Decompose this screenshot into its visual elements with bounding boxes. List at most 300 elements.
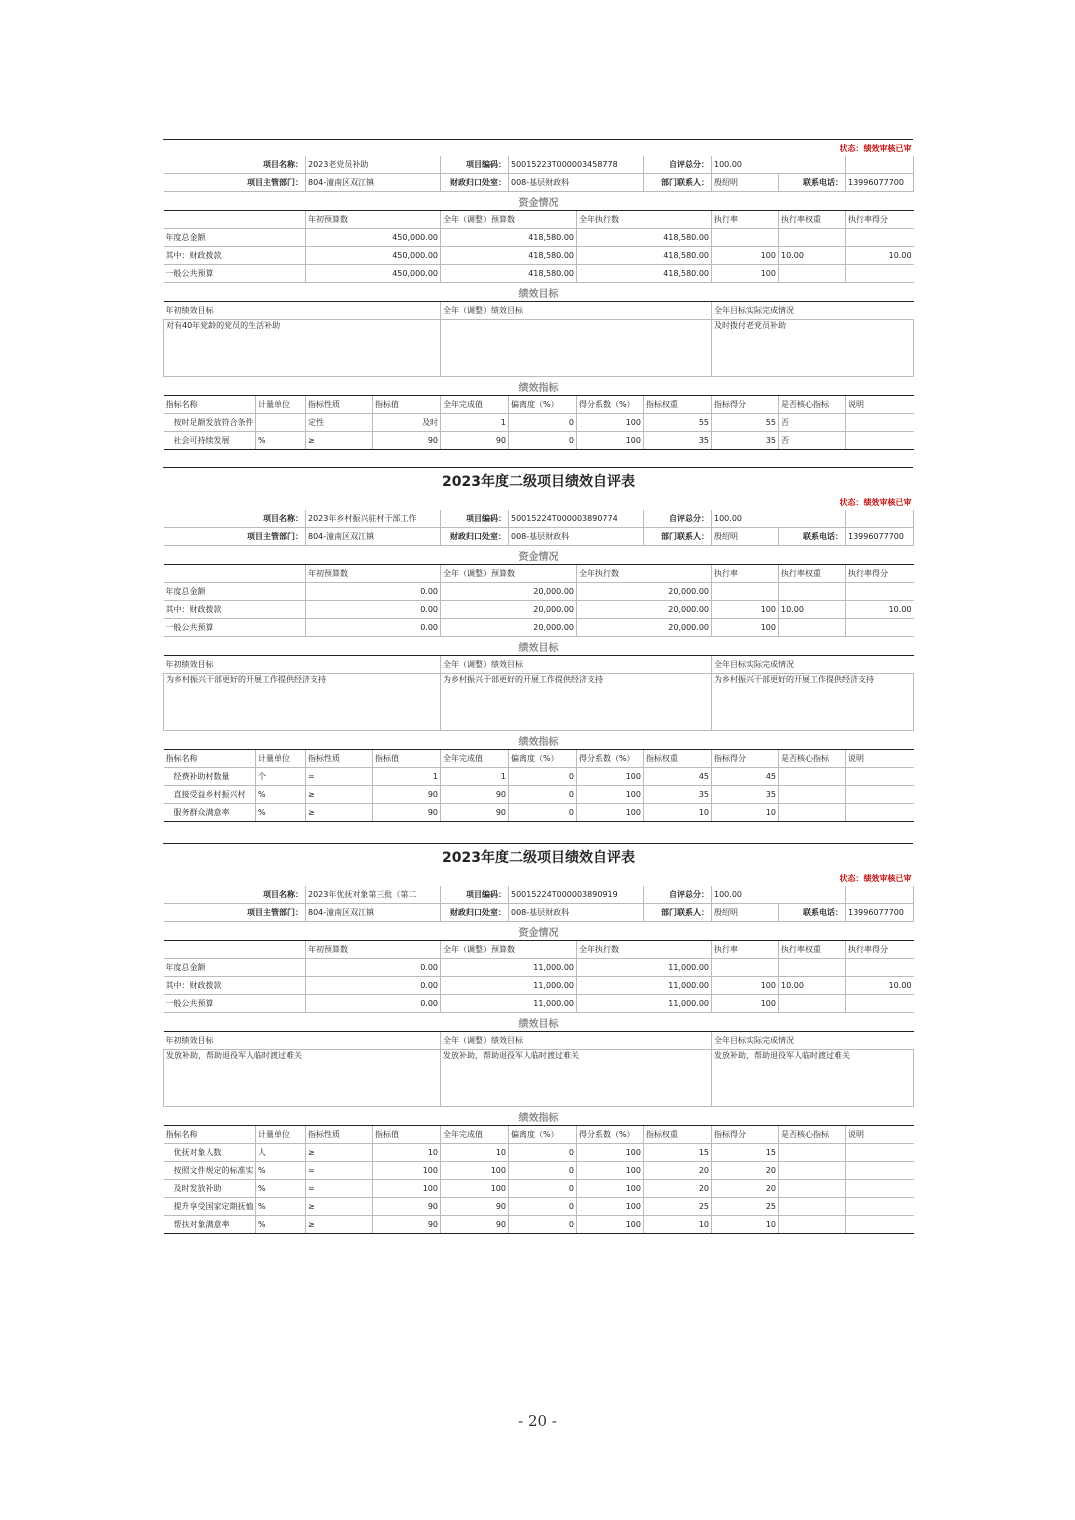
total-score: 100.00 — [712, 510, 846, 528]
page-number: - 20 - — [518, 1412, 557, 1430]
funds-row — [164, 601, 914, 619]
funds-header: 执行率得分 — [846, 211, 914, 229]
indicator-cell: 0 — [509, 786, 577, 804]
project-code-label: 项目编码： — [441, 510, 509, 528]
indicator-cell — [846, 786, 914, 804]
indicator-header: 指标性质 — [306, 1126, 373, 1144]
indicator-cell: 100 — [373, 1180, 441, 1198]
indicator-cell: 20 — [644, 1180, 712, 1198]
indicator-header: 全年完成值 — [441, 750, 509, 768]
funds-cell: 11,000.00 — [577, 959, 712, 977]
indicator-header: 计量单位 — [256, 1126, 306, 1144]
goal-header: 年初绩效目标 — [164, 302, 441, 320]
indicator-cell: 100 — [577, 804, 644, 822]
phone-number: 13996077700 — [846, 174, 914, 192]
indicator-header: 偏离度（%） — [509, 750, 577, 768]
indicator-cell: 提升享受国家定期抚恤 — [164, 1198, 256, 1216]
indicator-cell: = — [306, 1180, 373, 1198]
funds-header: 执行率 — [712, 565, 779, 583]
indicator-header: 指标性质 — [306, 750, 373, 768]
indicator-cell — [779, 1198, 846, 1216]
funds-cell: 20,000.00 — [441, 583, 577, 601]
department-label: 项目主管部门： — [164, 904, 306, 922]
total-score: 100.00 — [712, 156, 846, 174]
funds-cell: 0.00 — [306, 977, 441, 995]
goal-text: 为乡村振兴干部更好的开展工作提供经济支持 — [712, 674, 914, 731]
department: 804-潼南区双江镇 — [306, 904, 441, 922]
project-info-row — [164, 510, 914, 528]
indicator-cell: 45 — [712, 768, 779, 786]
indicator-cell: % — [256, 432, 306, 450]
indicator-cell — [846, 768, 914, 786]
evaluation-table — [163, 467, 913, 822]
contact-person: 殷绍明 — [712, 528, 779, 546]
funds-cell: 0.00 — [306, 995, 441, 1013]
table-title: 2023年度二级项目绩效自评表 — [442, 850, 635, 866]
funds-cell: 100 — [712, 601, 779, 619]
funds-cell: 11,000.00 — [441, 977, 577, 995]
indicator-cell — [779, 768, 846, 786]
funds-cell: 0.00 — [306, 959, 441, 977]
funds-cell — [779, 265, 846, 283]
funds-header: 执行率 — [712, 211, 779, 229]
project-info-row — [164, 886, 914, 904]
indicator-cell: 25 — [712, 1198, 779, 1216]
indicator-row — [164, 768, 914, 786]
indicator-cell: 0 — [509, 414, 577, 432]
funds-cell: 418,580.00 — [441, 265, 577, 283]
phone-number: 13996077700 — [846, 904, 914, 922]
indicator-cell: 35 — [644, 432, 712, 450]
funds-header-row — [164, 941, 914, 959]
indicator-header: 指标性质 — [306, 396, 373, 414]
phone-label: 联系电话： — [779, 528, 846, 546]
info-blank — [846, 510, 914, 528]
indicator-cell: 90 — [441, 804, 509, 822]
funds-cell: 其中：财政拨款 — [164, 977, 306, 995]
funds-cell: 20,000.00 — [577, 583, 712, 601]
funds-cell — [846, 619, 914, 637]
indicator-cell: 1 — [373, 768, 441, 786]
project-name-label: 项目名称： — [164, 886, 306, 904]
indicator-cell — [846, 1216, 914, 1234]
indicator-header: 指标名称 — [164, 1126, 256, 1144]
finance-office: 008-基层财政科 — [509, 904, 644, 922]
contact-person: 殷绍明 — [712, 174, 779, 192]
funds-cell — [712, 583, 779, 601]
goal-header: 年初绩效目标 — [164, 1032, 441, 1050]
indicator-cell: 0 — [509, 1216, 577, 1234]
indicator-cell: 100 — [441, 1180, 509, 1198]
goal-header: 年初绩效目标 — [164, 656, 441, 674]
indicator-cell: 55 — [644, 414, 712, 432]
funds-header: 年初预算数 — [306, 211, 441, 229]
funds-cell: 418,580.00 — [577, 265, 712, 283]
indicator-header: 说明 — [846, 396, 914, 414]
funds-header: 全年（调整）预算数 — [441, 941, 577, 959]
indicator-cell: 90 — [373, 786, 441, 804]
indicator-header: 计量单位 — [256, 396, 306, 414]
funds-cell: 年度总金额 — [164, 959, 306, 977]
funds-cell: 0.00 — [306, 583, 441, 601]
funds-row — [164, 619, 914, 637]
contact-person: 殷绍明 — [712, 904, 779, 922]
indicator-cell: 100 — [577, 1162, 644, 1180]
goal-header: 全年（调整）绩效目标 — [441, 1032, 712, 1050]
indicator-cell: = — [306, 1162, 373, 1180]
indicator-row — [164, 1198, 914, 1216]
project-name: 2023老党员补助 — [306, 156, 441, 174]
indicator-section-title: 绩效指标 — [164, 377, 914, 396]
indicator-cell: 社会可持续发展 — [164, 432, 256, 450]
indicator-cell — [846, 414, 914, 432]
project-name: 2023年乡村振兴驻村干部工作 — [306, 510, 441, 528]
indicator-cell: 100 — [577, 768, 644, 786]
funds-header: 全年（调整）预算数 — [441, 565, 577, 583]
indicator-cell: % — [256, 1216, 306, 1234]
indicator-header: 计量单位 — [256, 750, 306, 768]
indicator-cell: % — [256, 786, 306, 804]
indicator-cell: 35 — [712, 432, 779, 450]
phone-number: 13996077700 — [846, 528, 914, 546]
info-blank — [846, 156, 914, 174]
indicator-section-title: 绩效指标 — [164, 1107, 914, 1126]
funds-cell — [779, 959, 846, 977]
funds-cell: 10.00 — [846, 977, 914, 995]
contact-label: 部门联系人： — [644, 528, 712, 546]
goal-row — [164, 1050, 914, 1107]
phone-label: 联系电话： — [779, 174, 846, 192]
indicator-cell — [846, 1198, 914, 1216]
goal-header: 全年目标实际完成情况 — [712, 656, 914, 674]
project-code: 50015224T000003890919 — [509, 886, 644, 904]
indicator-header: 全年完成值 — [441, 1126, 509, 1144]
indicator-cell: 经费补助村数量 — [164, 768, 256, 786]
indicator-cell — [779, 804, 846, 822]
funds-cell: 11,000.00 — [441, 995, 577, 1013]
indicator-cell — [846, 1180, 914, 1198]
funds-cell: 11,000.00 — [441, 959, 577, 977]
department: 804-潼南区双江镇 — [306, 528, 441, 546]
indicator-cell — [846, 804, 914, 822]
funds-cell: 10.00 — [779, 601, 846, 619]
indicator-cell: 10 — [644, 1216, 712, 1234]
indicator-row — [164, 1162, 914, 1180]
indicator-header: 说明 — [846, 750, 914, 768]
funds-header-row — [164, 565, 914, 583]
indicator-cell: 10 — [712, 804, 779, 822]
funds-cell: 418,580.00 — [577, 229, 712, 247]
funds-cell — [779, 229, 846, 247]
funds-section-title: 资金情况 — [164, 922, 914, 941]
indicator-cell: 100 — [577, 432, 644, 450]
indicator-header: 是否核心指标 — [779, 1126, 846, 1144]
status-badge: 状态：绩效审核已审 — [839, 873, 912, 883]
indicator-header: 得分系数（%） — [577, 1126, 644, 1144]
funds-row — [164, 977, 914, 995]
info-blank — [846, 886, 914, 904]
indicator-header: 指标得分 — [712, 1126, 779, 1144]
indicator-cell: 定性 — [306, 414, 373, 432]
funds-header: 执行率得分 — [846, 941, 914, 959]
funds-header — [164, 211, 306, 229]
funds-cell — [846, 583, 914, 601]
funds-cell: 10.00 — [846, 601, 914, 619]
funds-row — [164, 995, 914, 1013]
indicator-header: 指标权重 — [644, 396, 712, 414]
indicator-cell: 100 — [577, 1144, 644, 1162]
indicator-cell — [779, 786, 846, 804]
funds-cell — [846, 229, 914, 247]
project-name-label: 项目名称： — [164, 510, 306, 528]
funds-cell: 一般公共预算 — [164, 995, 306, 1013]
indicator-cell: 100 — [577, 1198, 644, 1216]
goal-header: 全年目标实际完成情况 — [712, 302, 914, 320]
indicator-cell: 否 — [779, 432, 846, 450]
funds-cell: 100 — [712, 247, 779, 265]
indicator-cell: = — [306, 768, 373, 786]
indicator-row — [164, 1144, 914, 1162]
indicator-header-row — [164, 396, 914, 414]
indicator-header: 全年完成值 — [441, 396, 509, 414]
project-info-row — [164, 156, 914, 174]
indicator-cell — [779, 1216, 846, 1234]
indicator-cell: 否 — [779, 414, 846, 432]
indicator-cell: ≥ — [306, 1216, 373, 1234]
indicator-cell: 100 — [577, 414, 644, 432]
goal-text: 发放补助，帮助退役军人临时渡过难关 — [712, 1050, 914, 1107]
indicator-cell — [779, 1162, 846, 1180]
indicator-cell: 90 — [373, 1198, 441, 1216]
indicator-cell: 人 — [256, 1144, 306, 1162]
indicator-cell: 15 — [712, 1144, 779, 1162]
indicator-cell: 10 — [644, 804, 712, 822]
indicator-cell: ≥ — [306, 1144, 373, 1162]
goal-header-row — [164, 302, 914, 320]
indicator-cell: 90 — [373, 1216, 441, 1234]
goal-header-row — [164, 656, 914, 674]
funds-header: 全年执行数 — [577, 565, 712, 583]
funds-cell: 10.00 — [779, 977, 846, 995]
finance-office: 008-基层财政科 — [509, 528, 644, 546]
funds-header: 全年执行数 — [577, 211, 712, 229]
funds-header: 执行率权重 — [779, 211, 846, 229]
indicator-header: 指标得分 — [712, 396, 779, 414]
indicator-cell: 35 — [712, 786, 779, 804]
goal-header: 全年（调整）绩效目标 — [441, 656, 712, 674]
goal-header-row — [164, 1032, 914, 1050]
indicator-cell: 10 — [441, 1144, 509, 1162]
department: 804-潼南区双江镇 — [306, 174, 441, 192]
indicator-header: 指标值 — [373, 1126, 441, 1144]
indicator-cell: 0 — [509, 1144, 577, 1162]
funds-cell: 100 — [712, 265, 779, 283]
indicator-cell: 100 — [577, 1216, 644, 1234]
funds-header: 年初预算数 — [306, 565, 441, 583]
funds-header: 执行率 — [712, 941, 779, 959]
funds-cell: 年度总金额 — [164, 229, 306, 247]
indicator-header-row — [164, 750, 914, 768]
indicator-cell: ≥ — [306, 804, 373, 822]
funds-cell — [712, 959, 779, 977]
indicator-cell: 按时足额发放符合条件 — [164, 414, 256, 432]
goal-header: 全年目标实际完成情况 — [712, 1032, 914, 1050]
project-code: 50015223T000003458778 — [509, 156, 644, 174]
funds-cell — [779, 583, 846, 601]
indicator-cell: % — [256, 1180, 306, 1198]
indicator-header-row — [164, 1126, 914, 1144]
funds-header: 年初预算数 — [306, 941, 441, 959]
funds-cell: 20,000.00 — [577, 601, 712, 619]
indicator-cell — [846, 432, 914, 450]
indicator-cell: 20 — [712, 1180, 779, 1198]
goal-text: 为乡村振兴干部更好的开展工作提供经济支持 — [441, 674, 712, 731]
indicator-row — [164, 786, 914, 804]
indicator-row — [164, 432, 914, 450]
indicator-cell: 0 — [509, 1162, 577, 1180]
indicator-cell — [846, 1144, 914, 1162]
indicator-cell: 1 — [441, 768, 509, 786]
indicator-cell: 个 — [256, 768, 306, 786]
funds-row — [164, 583, 914, 601]
indicator-section-title: 绩效指标 — [164, 731, 914, 750]
indicator-cell: 90 — [441, 1198, 509, 1216]
indicator-cell: % — [256, 1198, 306, 1216]
funds-section-title: 资金情况 — [164, 546, 914, 565]
funds-section-title: 资金情况 — [164, 192, 914, 211]
indicator-cell: 90 — [441, 432, 509, 450]
indicator-header: 指标得分 — [712, 750, 779, 768]
funds-cell — [846, 265, 914, 283]
indicator-header: 指标值 — [373, 396, 441, 414]
indicator-cell: 0 — [509, 768, 577, 786]
funds-header — [164, 565, 306, 583]
indicator-cell: 90 — [441, 1216, 509, 1234]
indicator-row — [164, 1216, 914, 1234]
funds-cell — [846, 959, 914, 977]
total-score: 100.00 — [712, 886, 846, 904]
indicator-cell: 0 — [509, 432, 577, 450]
project-code-label: 项目编码： — [441, 886, 509, 904]
status-badge: 状态：绩效审核已审 — [839, 497, 912, 507]
score-label: 自评总分： — [644, 886, 712, 904]
funds-cell: 450,000.00 — [306, 265, 441, 283]
indicator-cell: 1 — [441, 414, 509, 432]
goal-text — [441, 320, 712, 377]
department-info-row — [164, 174, 914, 192]
indicator-cell: 10 — [373, 1144, 441, 1162]
indicator-cell: 100 — [373, 1162, 441, 1180]
funds-row — [164, 229, 914, 247]
indicator-cell: 100 — [577, 1180, 644, 1198]
funds-cell: 11,000.00 — [577, 977, 712, 995]
indicator-cell: 及时发放补助 — [164, 1180, 256, 1198]
funds-header: 执行率权重 — [779, 941, 846, 959]
indicator-header: 指标权重 — [644, 750, 712, 768]
indicator-cell: 帮扶对象满意率 — [164, 1216, 256, 1234]
indicator-cell: 20 — [712, 1162, 779, 1180]
evaluation-table — [163, 139, 913, 450]
department-info-row — [164, 528, 914, 546]
indicator-cell: 服务群众满意率 — [164, 804, 256, 822]
indicator-cell: 25 — [644, 1198, 712, 1216]
funds-cell: 418,580.00 — [577, 247, 712, 265]
funds-cell: 100 — [712, 619, 779, 637]
indicator-cell: 20 — [644, 1162, 712, 1180]
indicator-cell: 55 — [712, 414, 779, 432]
funds-header: 执行率权重 — [779, 565, 846, 583]
indicator-cell — [779, 1144, 846, 1162]
funds-cell: 年度总金额 — [164, 583, 306, 601]
department-label: 项目主管部门： — [164, 174, 306, 192]
indicator-header: 指标名称 — [164, 750, 256, 768]
indicator-cell: ≥ — [306, 432, 373, 450]
indicator-cell: 0 — [509, 1198, 577, 1216]
indicator-cell: 直接受益乡村振兴村 — [164, 786, 256, 804]
indicator-cell: 35 — [644, 786, 712, 804]
indicator-header: 指标值 — [373, 750, 441, 768]
funds-cell: 20,000.00 — [441, 619, 577, 637]
funds-cell: 10.00 — [779, 247, 846, 265]
funds-cell: 450,000.00 — [306, 229, 441, 247]
funds-cell: 100 — [712, 995, 779, 1013]
evaluation-table — [163, 843, 913, 1234]
indicator-cell: 45 — [644, 768, 712, 786]
funds-cell: 0.00 — [306, 619, 441, 637]
indicator-cell: ≥ — [306, 786, 373, 804]
funds-row — [164, 265, 914, 283]
indicator-cell: 90 — [441, 786, 509, 804]
department-info-row — [164, 904, 914, 922]
office-label: 财政归口处室： — [441, 904, 509, 922]
funds-header-row — [164, 211, 914, 229]
indicator-header: 是否核心指标 — [779, 396, 846, 414]
funds-cell — [779, 995, 846, 1013]
goal-section-title: 绩效目标 — [164, 1013, 914, 1032]
indicator-cell: 按照文件规定的标准实 — [164, 1162, 256, 1180]
funds-cell — [712, 229, 779, 247]
goal-text: 发放补助，帮助退役军人临时渡过难关 — [164, 1050, 441, 1107]
goal-header: 全年（调整）绩效目标 — [441, 302, 712, 320]
indicator-cell: 100 — [441, 1162, 509, 1180]
funds-cell: 418,580.00 — [441, 247, 577, 265]
indicator-cell: 0 — [509, 804, 577, 822]
indicator-header: 偏离度（%） — [509, 396, 577, 414]
funds-cell: 一般公共预算 — [164, 265, 306, 283]
indicator-cell — [846, 1162, 914, 1180]
funds-cell: 0.00 — [306, 601, 441, 619]
indicator-cell: 15 — [644, 1144, 712, 1162]
project-code-label: 项目编码： — [441, 156, 509, 174]
funds-header: 全年执行数 — [577, 941, 712, 959]
goal-text: 及时拨付老党员补助 — [712, 320, 914, 377]
indicator-cell: % — [256, 1162, 306, 1180]
funds-header — [164, 941, 306, 959]
indicator-cell: 0 — [509, 1180, 577, 1198]
funds-cell: 20,000.00 — [441, 601, 577, 619]
funds-row — [164, 247, 914, 265]
indicator-header: 得分系数（%） — [577, 750, 644, 768]
contact-label: 部门联系人： — [644, 174, 712, 192]
indicator-cell: 90 — [373, 804, 441, 822]
funds-cell: 450,000.00 — [306, 247, 441, 265]
indicator-cell: 90 — [373, 432, 441, 450]
funds-cell: 一般公共预算 — [164, 619, 306, 637]
funds-cell: 20,000.00 — [577, 619, 712, 637]
indicator-row — [164, 804, 914, 822]
score-label: 自评总分： — [644, 510, 712, 528]
goal-section-title: 绩效目标 — [164, 283, 914, 302]
